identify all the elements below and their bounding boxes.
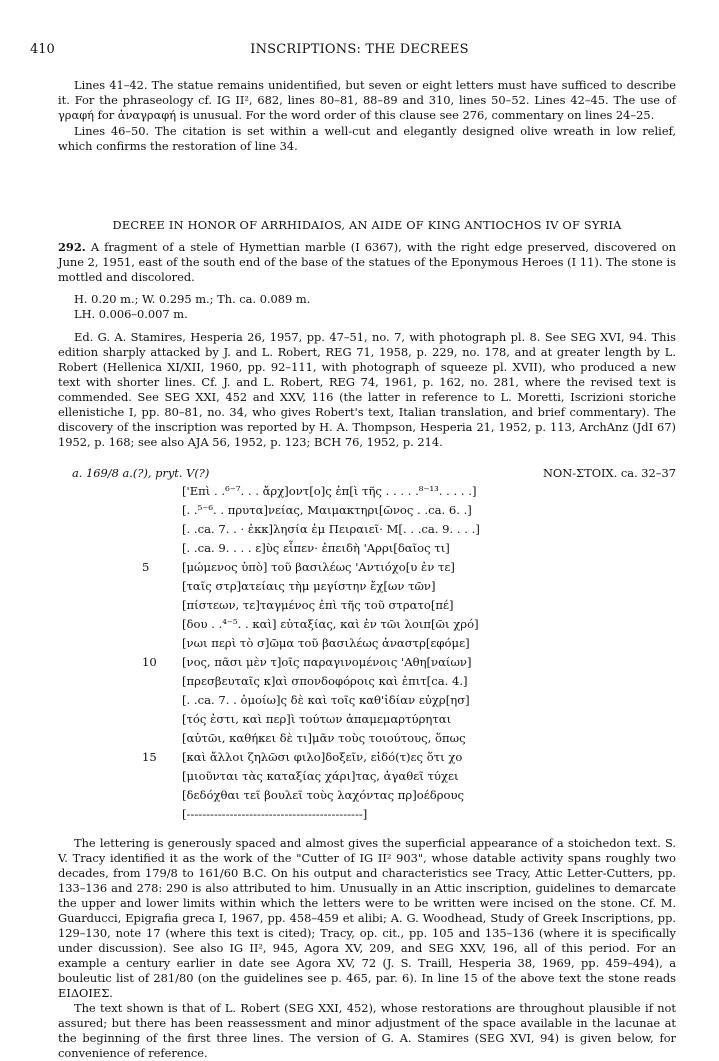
inscription-line (182, 769, 642, 788)
inscription-line (182, 522, 642, 541)
letter-height: LH. 0.006–0.007 m. (74, 307, 188, 321)
inscription-line-text: [νωι περὶ τὸ σ]ῶμα τοῦ βασιλέως ἀναστρ[εφόμε] (182, 636, 470, 650)
line-number: 15 (142, 750, 157, 764)
inscription-line-text: [καὶ ἄλλοι ζηλῶσι φιλο]δοξεῖν, εἰδό(τ)ες ὅτι χο (182, 750, 463, 764)
dimensions: H. 0.20 m.; W. 0.295 m.; Th. ca. 0.089 m. (74, 292, 311, 306)
commentary-lettering: The lettering is generously spaced and almost gives the superficial appearance of a stoichedon text. S. V. Tracy identified it as the work of the "Cutter of IG II² 903", whose datable activity spans roughly two decades, from 179/8 to 161/60 B.C. On his output and characteristics see Tracy, Attic Letter-Cutters, pp. 133–136 and 278: 290 is also attributed to him. Unusually in an Attic inscription, guidelines to demarcate the upper and lower limits within which the letters were to be written were incised on the stone. Cf. M. Guarducci, Epigrafia greca I, 1967, pp. 458–459 et alibi; A. G. Woodhead, Study of Greek Inscriptions, pp. 129–130, note 17 (where this text is cited); Tracy, op. cit., pp. 105 and 135–136 (where it is specifically under discussion). See also IG II², 945, Agora XV, 209, and SEG XXV, 196, all of this period. For an example a century earlier in date see Agora XV, 72 (J. S. Traill, Hesperia 38, 1969, pp. 459–494), a bouleutic list of 281/80 (on the guidelines see p. 465, par. 6). In line 15 of the above text the stone reads ΕΙΔΟΙΕΣ. (58, 836, 676, 1000)
entry-description-block (58, 240, 676, 285)
commentary-text-source: The text shown is that of L. Robert (SEG XXI, 452), whose restorations are throughout plausible if not assured; but there has been reassessment and minor adjustment of the space available in the lacunae at the beginning of the first three lines. The version of G. A. Stamires (SEG XVI, 94) is given below, for convenience of reference. (58, 1001, 676, 1060)
line-number: 5 (142, 560, 150, 574)
running-head: INSCRIPTIONS: THE DECREES (250, 42, 469, 57)
inscription-line-text: [μιοῦνται τὰς καταξίας χάρι]τας, ἀγαθεῖ τύχει (182, 769, 459, 783)
inscription-line-text: ['Επὶ . .⁶⁻⁷. . . ἄρχ]οντ[ο]ς ἐπ[ὶ τῆς . . . . .⁸⁻¹³. . . . .] (182, 484, 477, 498)
inscription-line (142, 655, 642, 674)
inscription-line-text: [τός ἐστι, καὶ περ]ὶ τούτων ἀπαμεμαρτύρηται (182, 712, 452, 726)
inscription-line-text: [δεδόχθαι τεῖ βουλεῖ τοὺς λαχόντας πρ]οέδρους (182, 788, 465, 802)
page-header (0, 42, 719, 62)
inscription-line (182, 712, 642, 731)
inscription-line-text: [πίστεων, τε]ταγμένος ἐπὶ τῆς τοῦ στρατο[πέ] (182, 598, 454, 612)
inscription-line (142, 560, 642, 579)
commentary-lines-46-50: Lines 46–50. The citation is set within a well-cut and elegantly designed olive wreath in low relief, which confirms the restoration of line 34. (58, 124, 676, 153)
intro-commentary (58, 78, 676, 154)
inscription-line (182, 503, 642, 522)
inscription-line (182, 693, 642, 712)
inscription-line (182, 617, 642, 636)
date-prytany: a. 169/8 a.(?), pryt. V(?) (72, 466, 210, 480)
bibliography-text: Ed. G. A. Stamires, Hesperia 26, 1957, pp. 47–51, no. 7, with photograph pl. 8. See SEG XVI, 94. This edition sharply attacked by J. and L. Robert, REG 71, 1958, p. 229, no. 178, and at greater length by L. Robert (Hellenica XI/XII, 1960, pp. 92–111, with photograph of squeeze pl. XVII), who produced a new text with shorter lines. Cf. J. and L. Robert, REG 74, 1961, p. 162, no. 281, where the revised text is commended. See SEG XXI, 452 and XXV, 116 (the latter in reference to L. Moretti, Iscrizioni storiche ellenistiche I, pp. 80–81, no. 34, who gives Robert's text, Italian translation, and brief commentary). The discovery of the inscription was reported by H. A. Thompson, Hesperia 21, 1952, p. 113, ArchAnz (JdI 67) 1952, p. 168; see also AJA 56, 1952, p. 123; BCH 76, 1952, p. 214. (58, 330, 676, 449)
inscription-line (182, 674, 642, 693)
inscription-line (182, 598, 642, 617)
measurements (58, 292, 676, 322)
text-header (58, 466, 676, 482)
entry-number: 292. (58, 240, 86, 254)
bibliography (58, 330, 676, 450)
inscription-line-text: [ταῖς στρ]ατείαις τὴμ μεγίστην ἔχ[ων τῶν] (182, 579, 436, 593)
page-number: 410 (30, 42, 55, 57)
inscription-line-text: [δου . .⁴⁻⁵. . καὶ] εὐταξίας, καὶ ἐν τῶι λοιπ[ῶι χρό] (182, 617, 479, 631)
inscription-line-text: [. .⁵⁻⁶. . πρυτα]νείας, Μαιμακτηρι[ῶνος . .ca. 6. .] (182, 503, 472, 517)
inscription-line (182, 807, 642, 826)
decree-title: DECREE IN HONOR OF ARRHIDAIOS, AN AIDE OF KING ANTIOCHOS IV OF SYRIA (112, 218, 622, 232)
inscription-line-text: [. .ca. 7. . ὁμοίω]ς δὲ καὶ τοῖς καθ'ἰδίαν εὐχρ[ησ] (182, 693, 470, 707)
inscription-line (182, 579, 642, 598)
inscription-text (142, 484, 642, 826)
inscription-line-text: [---------------------------------------------] (182, 807, 368, 821)
text-format: NON-ΣΤΟΙΧ. ca. 32–37 (542, 466, 676, 480)
inscription-line (182, 541, 642, 560)
inscription-line-text: [πρεσβευταῖς κ]αὶ σπονδοφόροις καὶ ἐπιτ[ca. 4.] (182, 674, 468, 688)
inscription-line-text: [. .ca. 7. . · ἐκκ]λησία ἐμ Πειραιεῖ· Μ[. . .ca. 9. . . .] (182, 522, 480, 536)
commentary-block (58, 836, 676, 1061)
commentary-lines-41-45: Lines 41–42. The statue remains unidentified, but seven or eight letters must have sufficed to describe it. For the phraseology cf. IG II², 682, lines 80–81, 88–89 and 310, lines 50–52. Lines 42–45. The use of γραφή for ἀναγραφή is unusual. For the word order of this clause see 276, commentary on lines 24–25. (58, 78, 676, 122)
inscription-line-text: [. .ca. 9. . . . ε]ὺς εἶπεν· ἐπειδὴ 'Αρρι[δαῖος τι] (182, 541, 450, 555)
inscription-line-text: [μώμενος ὑπὸ] τοῦ βασιλέως 'Αντιόχο[υ ἐν τε] (182, 560, 455, 574)
entry-description (58, 240, 676, 285)
line-number: 10 (142, 655, 157, 669)
inscription-line (182, 636, 642, 655)
inscription-line (182, 788, 642, 807)
inscription-line-text: [νος, πᾶσι μὲν τ]οῖς παραγινομένοις 'Αθη[ναίων] (182, 655, 472, 669)
entry-description-text: A fragment of a stele of Hymettian marble (I 6367), with the right edge preserved, discovered on June 2, 1951, east of the south end of the base of the statues of the Eponymous Heroes (I 11). The stone is mottled and discolored. (58, 240, 676, 284)
inscription-line (142, 750, 642, 769)
inscription-line-text: [αὐτῶι, καθήκει δὲ τι]μᾶν τοὺς τοιούτους, ὅπως (182, 731, 466, 745)
inscription-line (182, 484, 642, 503)
inscription-line (182, 731, 642, 750)
